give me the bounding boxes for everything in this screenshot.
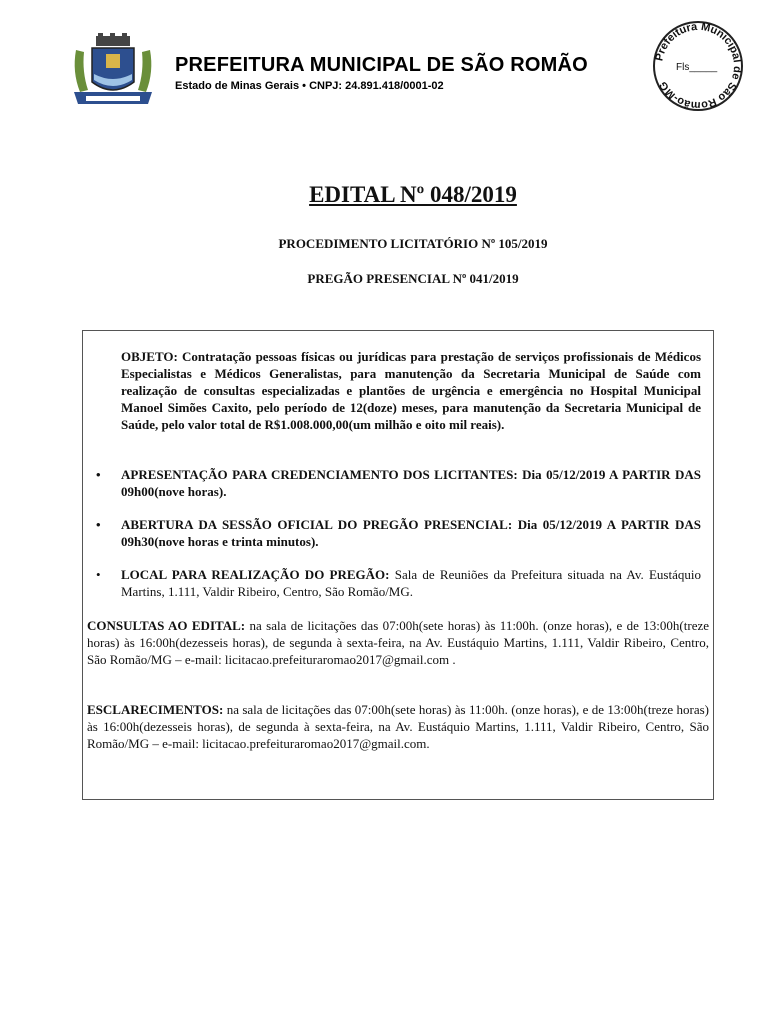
header-title: PREFEITURA MUNICIPAL DE SÃO ROMÃO (175, 54, 588, 76)
objeto-paragraph: OBJETO: Contratação pessoas físicas ou jurídicas para prestação de serviços profissionais de Médicos Especialistas e Médicos Generalistas, para manutenção da Secretaria Municipal de Saúde com realização de consultas especializadas e plantões de urgência e emergência no Hospital Municipal Manoel Simões Caxito, pelo período de 12(doze) meses, para manutenção da Secretaria Municipal de Saúde, pelo valor total de R$1.008.000,00(um milhão e oito mil reais). (121, 349, 701, 432)
esclarecimentos-paragraph (87, 701, 709, 752)
pregao-title: PREGÃO PRESENCIAL Nº 041/2019 (307, 271, 519, 286)
bullet-icon: • (96, 517, 101, 532)
consultas-label: CONSULTAS AO EDITAL: (87, 618, 246, 633)
esclarecimentos-text: na sala de licitações das 07:00h(sete horas) às 11:00h. (onze horas), e de 13:00h(treze horas) às 16:00h(dezesseis horas), de segunda à sexta-feira, na Av. Eustáquio Martins, 1.111, Valdir Ribeiro, Centro, São Romão/MG – e-mail: licitacao.prefeituraromao2017@gmail.com. (87, 702, 709, 751)
bullet-text: APRESENTAÇÃO PARA CREDENCIAMENTO DOS LICITANTES: Dia 05/12/2019 A PARTIR DAS 09h00(nove horas). (121, 467, 701, 499)
list-item (96, 466, 701, 500)
bullet-icon: • (96, 567, 101, 582)
coat-of-arms-icon (68, 32, 158, 112)
procedimento-title: PROCEDIMENTO LICITATÓRIO Nº 105/2019 (278, 236, 548, 251)
stamp-fls: Fls_____ (676, 62, 718, 73)
bullet-label: LOCAL PARA REALIZAÇÃO DO PREGÃO: (121, 567, 390, 582)
bullet-text: Sala de Reuniões da Prefeitura situada na Av. Eustáquio Martins, 1.111, Valdir Ribeiro, Centro, São Romão/MG. (121, 567, 701, 599)
consultas-text: na sala de licitações das 07:00h(sete horas) às 11:00h. (onze horas), e de 13:00h(treze horas) às 16:00h(dezesseis horas), de segunda à sexta-feira, na Av. Eustáquio Martins, 1.111, Valdir Ribeiro, Centro, São Romão/MG – e-mail: licitacao.prefeituraromao2017@gmail.com . (87, 618, 709, 667)
list-item (96, 566, 701, 600)
stamp-seal-icon (650, 18, 746, 114)
consultas-paragraph (87, 617, 709, 668)
stamp-text: Prefeitura Municipal de São Romão-MG (653, 20, 744, 112)
bullet-icon: • (96, 467, 101, 482)
edital-title: EDITAL Nº 048/2019 (309, 182, 517, 207)
header-subtitle: Estado de Minas Gerais • CNPJ: 24.891.418/0001-02 (175, 80, 444, 92)
bullet-text: ABERTURA DA SESSÃO OFICIAL DO PREGÃO PRESENCIAL: Dia 05/12/2019 A PARTIR DAS 09h30(nove horas e trinta minutos). (121, 517, 701, 549)
esclarecimentos-label: ESCLARECIMENTOS: (87, 702, 224, 717)
list-item (96, 516, 701, 550)
